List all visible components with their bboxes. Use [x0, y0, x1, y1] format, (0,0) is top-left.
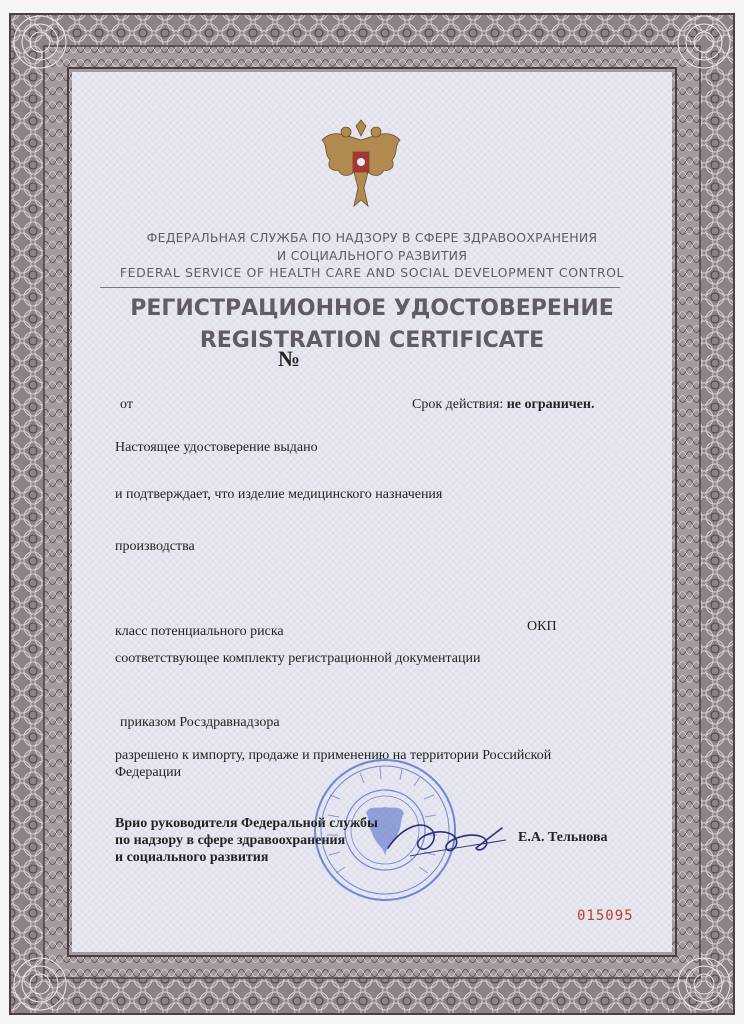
handwritten-signature [380, 800, 510, 870]
manufacturer-line: производства [115, 539, 195, 554]
confirms-line: и подтверждает, что изделие медицинского назначения [115, 487, 443, 502]
agency-name-ru-line1: ФЕДЕРАЛЬНАЯ СЛУЖБА ПО НАДЗОРУ В СФЕРЕ ЗДРАВООХРАНЕНИЯ [146, 230, 598, 245]
signer-title [115, 815, 378, 866]
risk-class-line: класс потенциального риска [115, 624, 284, 639]
certificate-number-sign: № [278, 346, 301, 371]
title-en: REGISTRATION CERTIFICATE [199, 328, 545, 353]
date-label: от [120, 397, 133, 412]
issued-to-line: Настоящее удостоверение выдано [115, 440, 318, 455]
signer-title-line1: Врио руководителя Федеральной службы [115, 816, 378, 831]
agency-name-en: FEDERAL SERVICE OF HEALTH CARE AND SOCIAL DEVELOPMENT CONTROL [119, 265, 625, 280]
signer-title-line3: и социального развития [115, 850, 269, 865]
title-ru: РЕГИСТРАЦИОННОЕ УДОСТОВЕРЕНИЕ [130, 296, 614, 321]
conforms-line: соответствующее комплекту регистрационной документации [115, 651, 481, 666]
signer-name: Е.А. Тельнова [518, 830, 608, 845]
validity-value: не ограничен. [506, 397, 595, 412]
validity [412, 397, 594, 413]
okp-label: ОКП [527, 619, 557, 634]
signer-title-line2: по надзору в сфере здравоохранения [115, 833, 346, 848]
validity-label: Срок действия: [412, 397, 504, 412]
header-divider [100, 287, 620, 288]
order-line: приказом Росздравнадзора [120, 715, 280, 730]
permitted-line: разрешено к импорту, продаже и применению на территории Российской Федерации [115, 748, 552, 780]
double-headed-eagle-icon [316, 118, 406, 210]
agency-name-ru-line2: И СОЦИАЛЬНОГО РАЗВИТИЯ [276, 248, 468, 263]
serial-number: 015095 [577, 908, 634, 924]
